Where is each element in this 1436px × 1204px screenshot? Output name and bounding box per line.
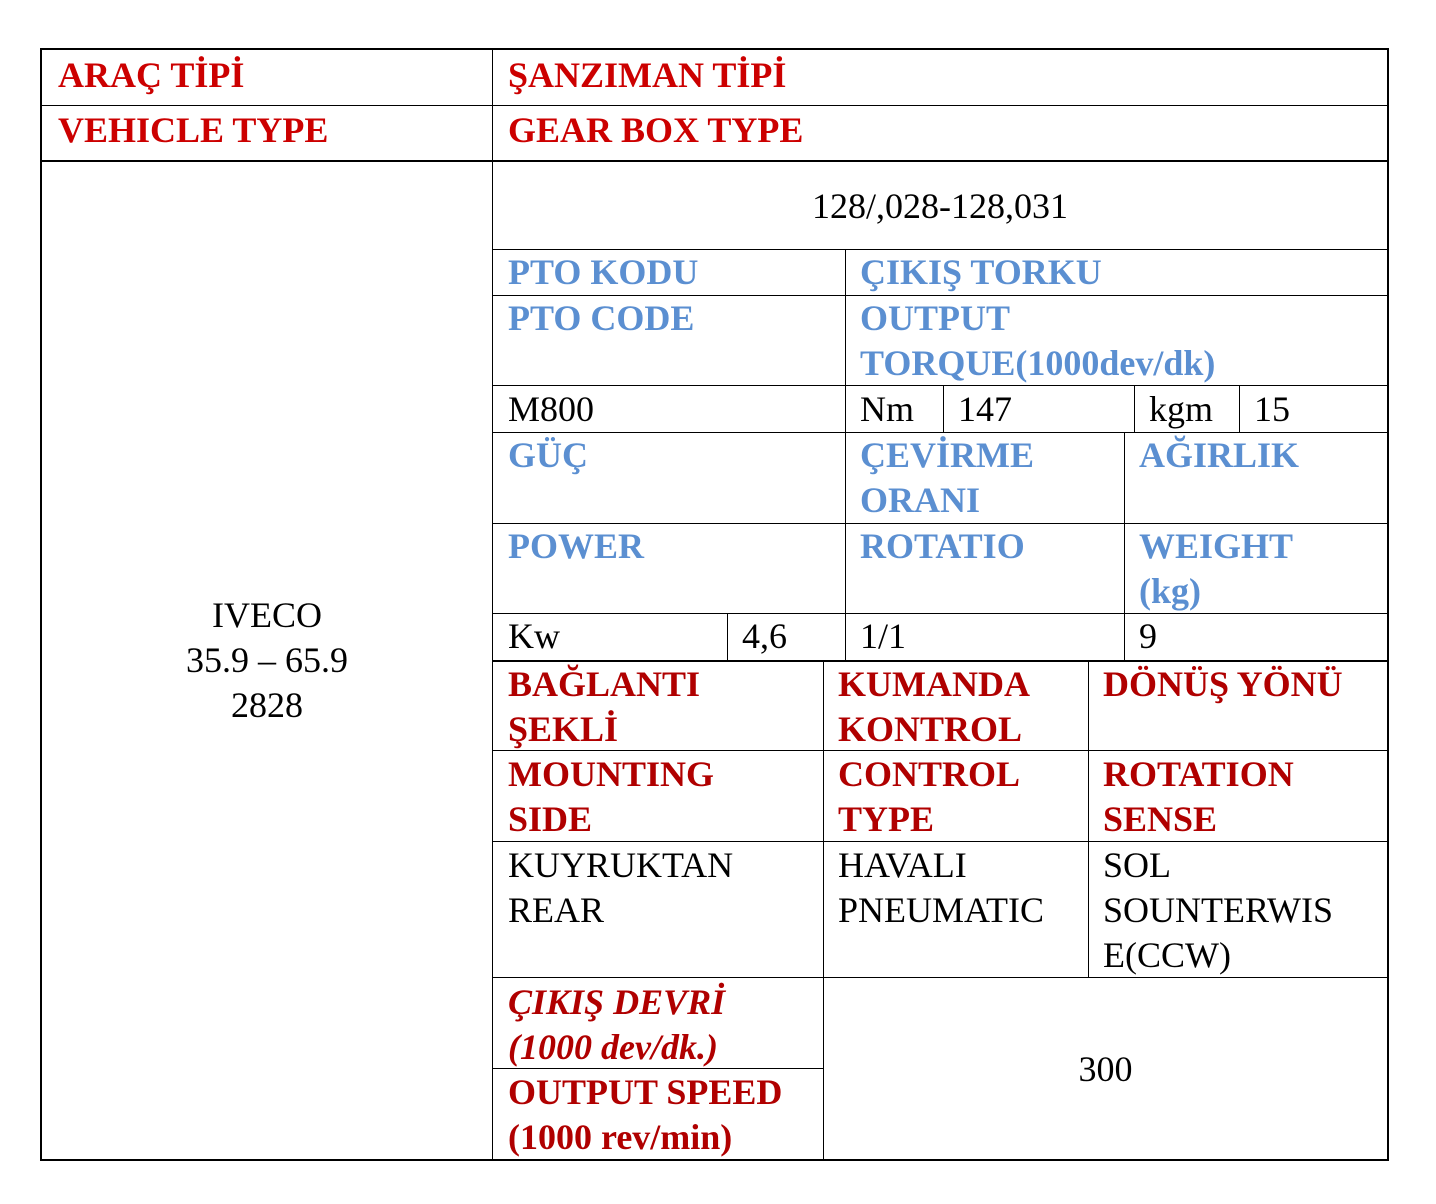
- weight-value-cell: [1124, 613, 1388, 661]
- nm-label: Nm: [860, 389, 914, 429]
- gearbox-type-tr: ŞANZIMAN TİPİ: [508, 55, 787, 95]
- output-speed-value: 300: [1078, 1049, 1133, 1089]
- vehicle-type-tr: ARAÇ TİPİ: [58, 55, 245, 95]
- power-unit: Kw: [508, 616, 560, 656]
- torque-tr: ÇIKIŞ TORKU: [860, 252, 1102, 292]
- vehicle-code: 2828: [231, 685, 303, 725]
- mounting-value: KUYRUKTAN REAR: [508, 845, 734, 930]
- weight-value: 9: [1139, 616, 1157, 656]
- vehicle-make: IVECO: [212, 595, 322, 635]
- rotation-sense-tr: DÖNÜŞ YÖNÜ: [1103, 664, 1343, 704]
- kgm-label: kgm: [1149, 389, 1214, 429]
- output-speed-tr: ÇIKIŞ DEVRİ (1000 dev/dk.): [508, 982, 726, 1067]
- kgm-value: 15: [1254, 389, 1290, 429]
- output-speed-en: OUTPUT SPEED (1000 rev/min): [508, 1072, 783, 1157]
- vehicle-type-en: VEHICLE TYPE: [58, 110, 329, 150]
- rotation-ratio-value: 1/1: [860, 616, 907, 656]
- gearbox-value: 128/,028-128,031: [812, 186, 1068, 226]
- torque-en: OUTPUT TORQUE(1000dev/dk): [860, 298, 1216, 383]
- pto-code-tr: PTO KODU: [508, 252, 699, 292]
- pto-code-value: M800: [508, 389, 595, 429]
- rotation-ratio-en: ROTATIO: [860, 526, 1025, 566]
- mounting-en: MOUNTING SIDE: [508, 754, 714, 839]
- control-value: HAVALI PNEUMATIC: [838, 845, 1045, 930]
- weight-en: WEIGHT (kg): [1139, 526, 1293, 611]
- rotation-sense-en: ROTATION SENSE: [1103, 754, 1294, 839]
- power-value: 4,6: [742, 616, 787, 656]
- rotation-ratio-tr: ÇEVİRME ORANI: [860, 435, 1035, 520]
- mounting-tr: BAĞLANTI ŞEKLİ: [508, 664, 701, 749]
- control-en: CONTROL TYPE: [838, 754, 1019, 839]
- nm-value: 147: [958, 389, 1012, 429]
- rotation-sense-value: SOL SOUNTERWIS E(CCW): [1103, 845, 1334, 975]
- control-tr: KUMANDA KONTROL: [838, 664, 1028, 749]
- weight-tr: AĞIRLIK: [1139, 435, 1300, 475]
- power-en: POWER: [508, 526, 645, 566]
- power-tr: GÜÇ: [508, 435, 588, 475]
- vehicle-models: 35.9 – 65.9: [186, 640, 348, 680]
- pto-code-en: PTO CODE: [508, 298, 695, 338]
- gearbox-type-en: GEAR BOX TYPE: [508, 110, 804, 150]
